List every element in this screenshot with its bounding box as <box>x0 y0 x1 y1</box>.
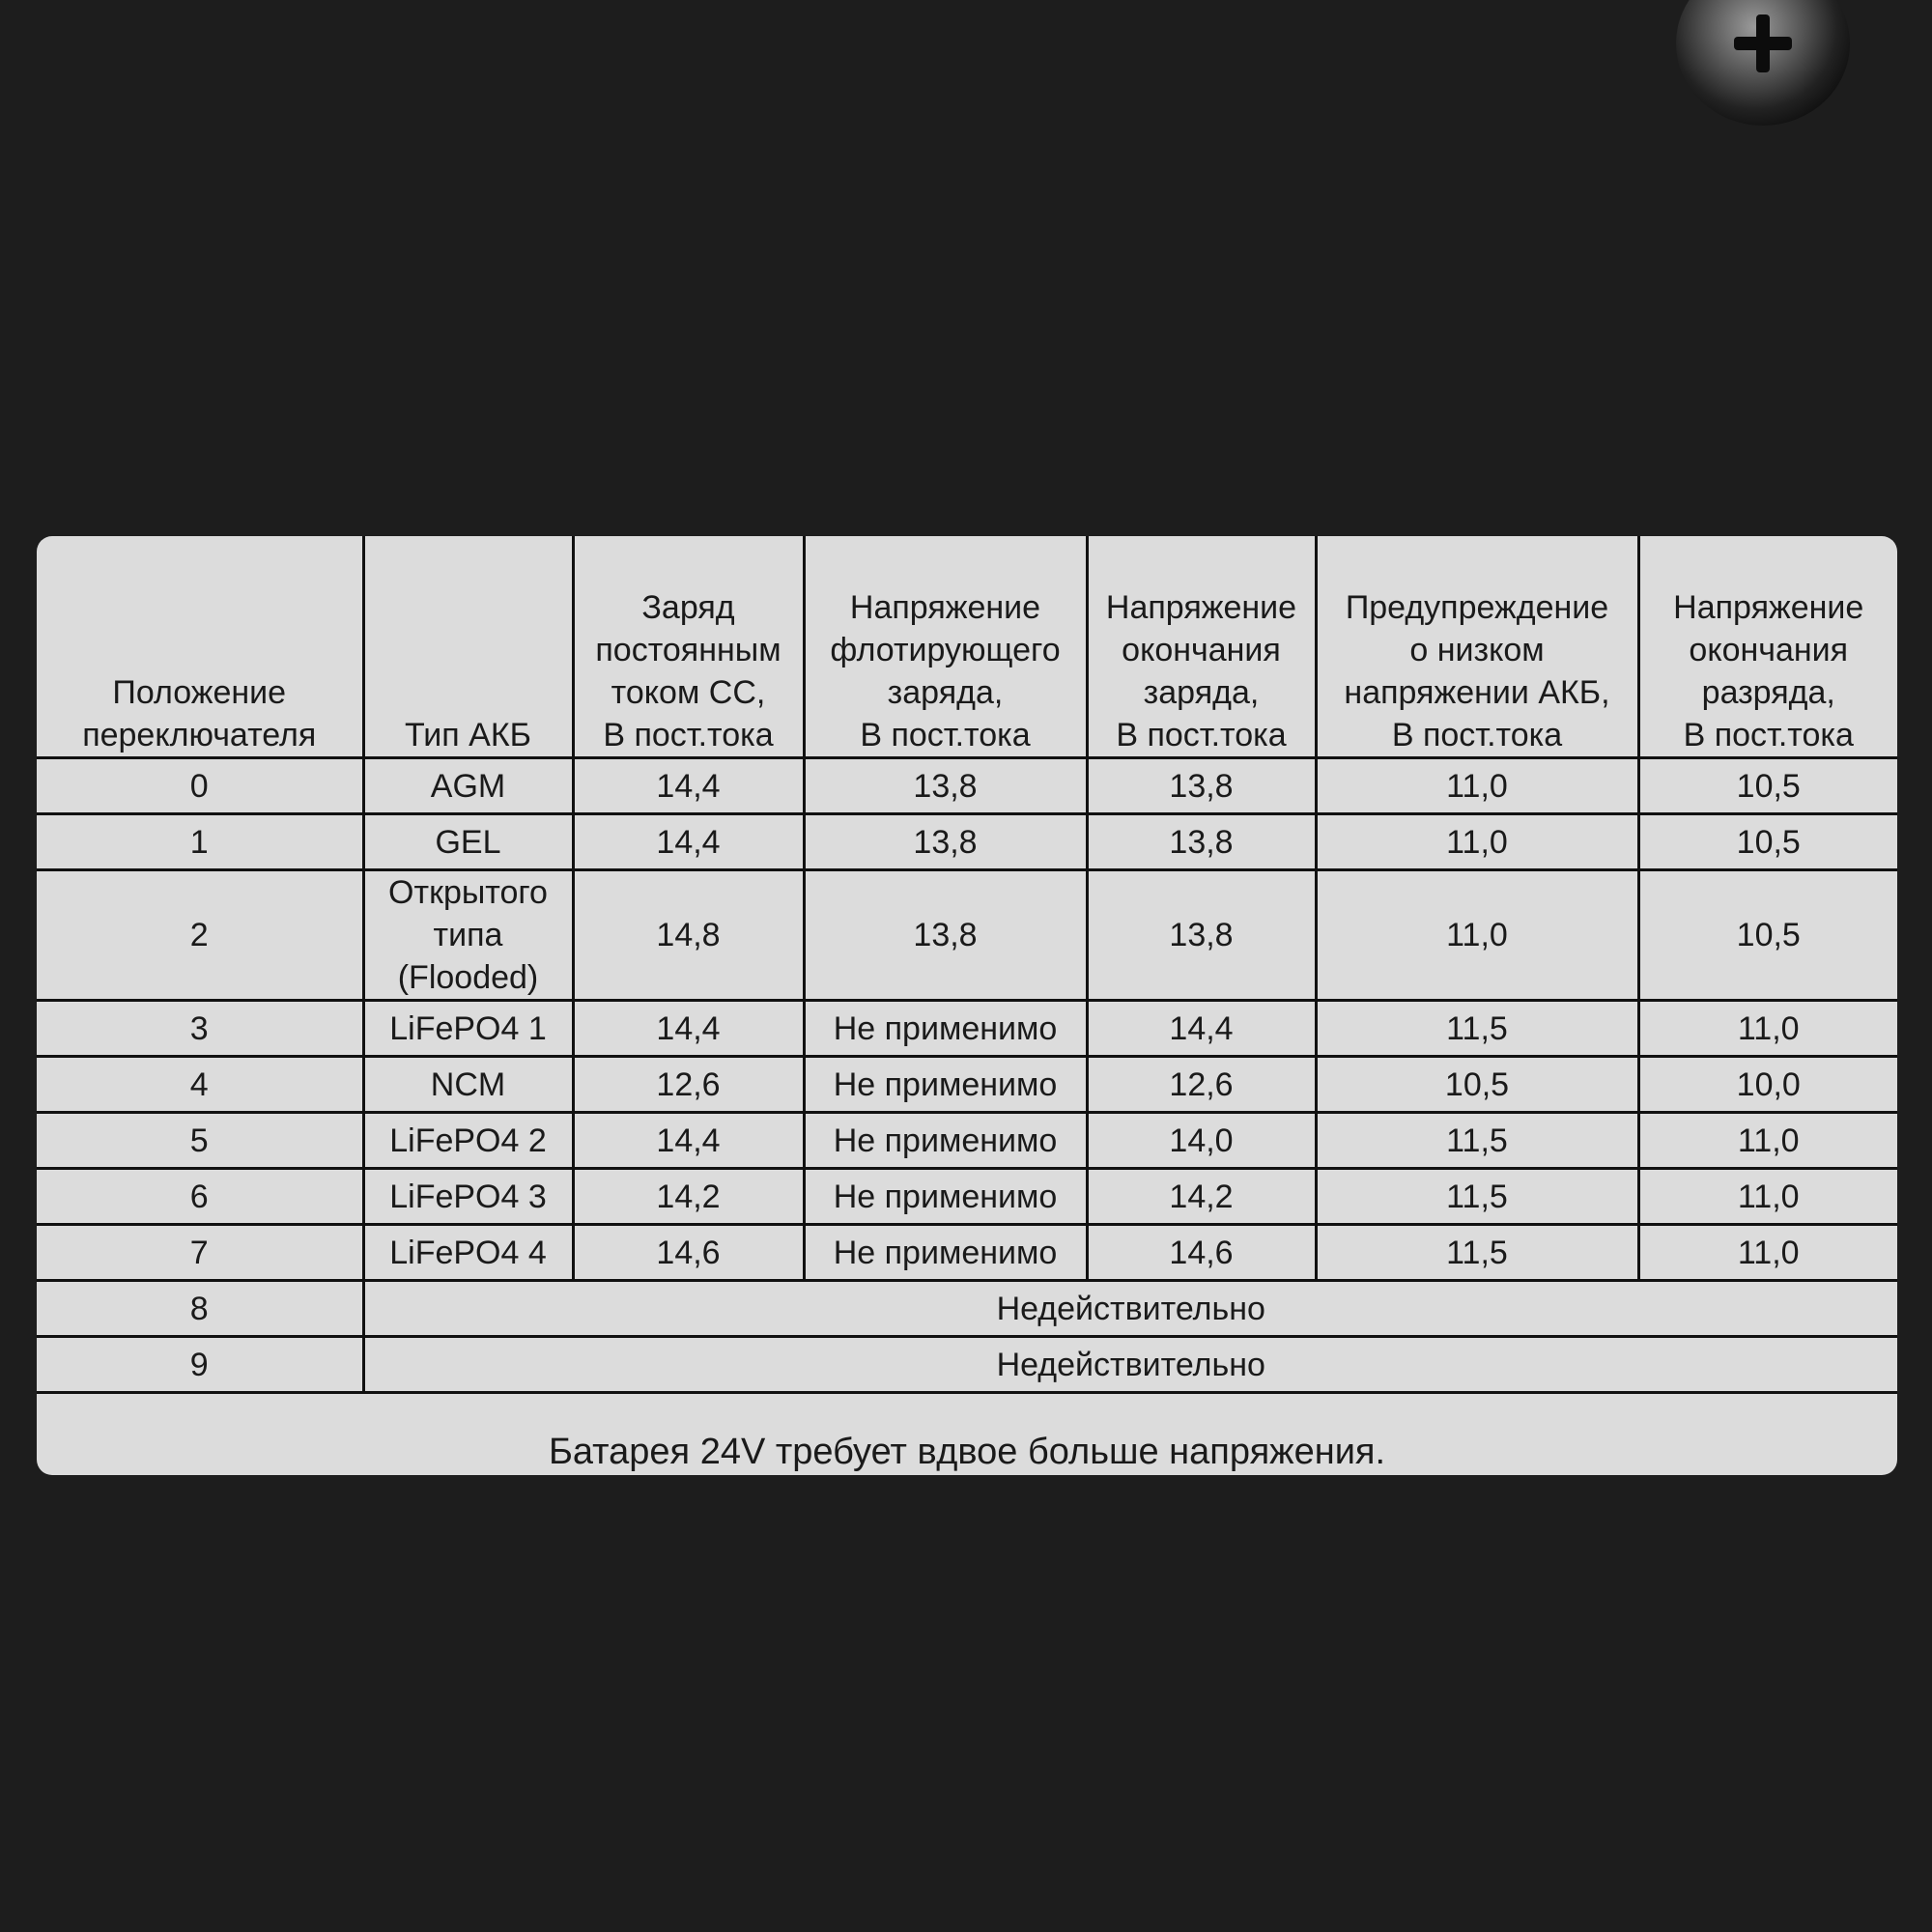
table-row <box>37 1225 1897 1281</box>
table-row <box>37 1169 1897 1225</box>
table-cell: 13,8 <box>804 758 1087 814</box>
table-cell: 14,4 <box>573 1001 804 1057</box>
table-cell: 0 <box>37 758 363 814</box>
table-cell: 10,0 <box>1638 1057 1897 1113</box>
footnote-row <box>37 1393 1897 1476</box>
table-cell: Не применимо <box>804 1225 1087 1281</box>
table-cell: LiFePO4 3 <box>363 1169 573 1225</box>
table-cell: 3 <box>37 1001 363 1057</box>
column-header: Тип АКБ <box>363 536 573 758</box>
table-cell: 7 <box>37 1225 363 1281</box>
table-header-row <box>37 536 1897 758</box>
table-cell: LiFePO4 2 <box>363 1113 573 1169</box>
table-cell: 14,0 <box>1087 1113 1316 1169</box>
invalid-cell: Недействительно <box>363 1337 1897 1393</box>
table-cell: 11,0 <box>1316 758 1638 814</box>
table-cell: 2 <box>37 870 363 1001</box>
table-cell: 13,8 <box>804 814 1087 870</box>
column-header: Напряжение окончания заряда, В пост.тока <box>1087 536 1316 758</box>
table-cell: 13,8 <box>1087 758 1316 814</box>
table-cell: 11,0 <box>1638 1113 1897 1169</box>
table-cell: 1 <box>37 814 363 870</box>
table-cell: 14,4 <box>1087 1001 1316 1057</box>
screw-icon <box>1676 0 1850 126</box>
footnote: Батарея 24V требует вдвое больше напряжения. <box>37 1393 1897 1476</box>
invalid-cell: Недействительно <box>363 1281 1897 1337</box>
table-row <box>37 758 1897 814</box>
table-cell: 10,5 <box>1638 814 1897 870</box>
table-cell: 11,0 <box>1638 1001 1897 1057</box>
table-cell: 11,5 <box>1316 1225 1638 1281</box>
table-cell: 14,4 <box>573 1113 804 1169</box>
column-header: Предупреждение о низком напряжении АКБ, В пост.тока <box>1316 536 1638 758</box>
battery-settings-label <box>37 536 1897 1475</box>
table-cell: 12,6 <box>573 1057 804 1113</box>
table-cell: 5 <box>37 1113 363 1169</box>
table-cell: 14,2 <box>1087 1169 1316 1225</box>
invalid-row <box>37 1281 1897 1337</box>
table-cell: LiFePO4 4 <box>363 1225 573 1281</box>
table-cell: Не применимо <box>804 1113 1087 1169</box>
column-header: Напряжение окончания разряда, В пост.тока <box>1638 536 1897 758</box>
table-cell: AGM <box>363 758 573 814</box>
screw-slot <box>1756 14 1770 72</box>
table-cell: Не применимо <box>804 1001 1087 1057</box>
table-cell: 14,8 <box>573 870 804 1001</box>
position-cell: 8 <box>37 1281 363 1337</box>
table-cell: 14,2 <box>573 1169 804 1225</box>
table-cell: 10,5 <box>1638 758 1897 814</box>
table-cell: Не применимо <box>804 1057 1087 1113</box>
table-cell: LiFePO4 1 <box>363 1001 573 1057</box>
table-cell: 11,0 <box>1316 814 1638 870</box>
table-cell: 10,5 <box>1638 870 1897 1001</box>
position-cell: 9 <box>37 1337 363 1393</box>
table-cell: NCM <box>363 1057 573 1113</box>
table-cell: GEL <box>363 814 573 870</box>
table-cell: Не применимо <box>804 1169 1087 1225</box>
table-row <box>37 1113 1897 1169</box>
table-cell: 14,6 <box>1087 1225 1316 1281</box>
table-cell: 10,5 <box>1316 1057 1638 1113</box>
battery-settings-table <box>37 536 1897 1475</box>
table-cell: 14,4 <box>573 814 804 870</box>
table-cell: 4 <box>37 1057 363 1113</box>
invalid-row <box>37 1337 1897 1393</box>
table-cell: 11,0 <box>1316 870 1638 1001</box>
table-row <box>37 1057 1897 1113</box>
table-cell: 14,4 <box>573 758 804 814</box>
table-row <box>37 1001 1897 1057</box>
table-cell: 11,5 <box>1316 1169 1638 1225</box>
table-cell: 11,0 <box>1638 1169 1897 1225</box>
table-cell: 13,8 <box>1087 870 1316 1001</box>
table-row <box>37 870 1897 1001</box>
column-header: Заряд постоянным током СС, В пост.тока <box>573 536 804 758</box>
table-cell: 14,6 <box>573 1225 804 1281</box>
table-cell: 12,6 <box>1087 1057 1316 1113</box>
table-cell: 11,0 <box>1638 1225 1897 1281</box>
table-cell: 6 <box>37 1169 363 1225</box>
table-cell: 13,8 <box>804 870 1087 1001</box>
table-row <box>37 814 1897 870</box>
table-cell: 11,5 <box>1316 1113 1638 1169</box>
column-header: Положение переключателя <box>37 536 363 758</box>
column-header: Напряжение флотирующего заряда, В пост.тока <box>804 536 1087 758</box>
table-cell: Открытого типа (Flooded) <box>363 870 573 1001</box>
table-cell: 11,5 <box>1316 1001 1638 1057</box>
table-cell: 13,8 <box>1087 814 1316 870</box>
